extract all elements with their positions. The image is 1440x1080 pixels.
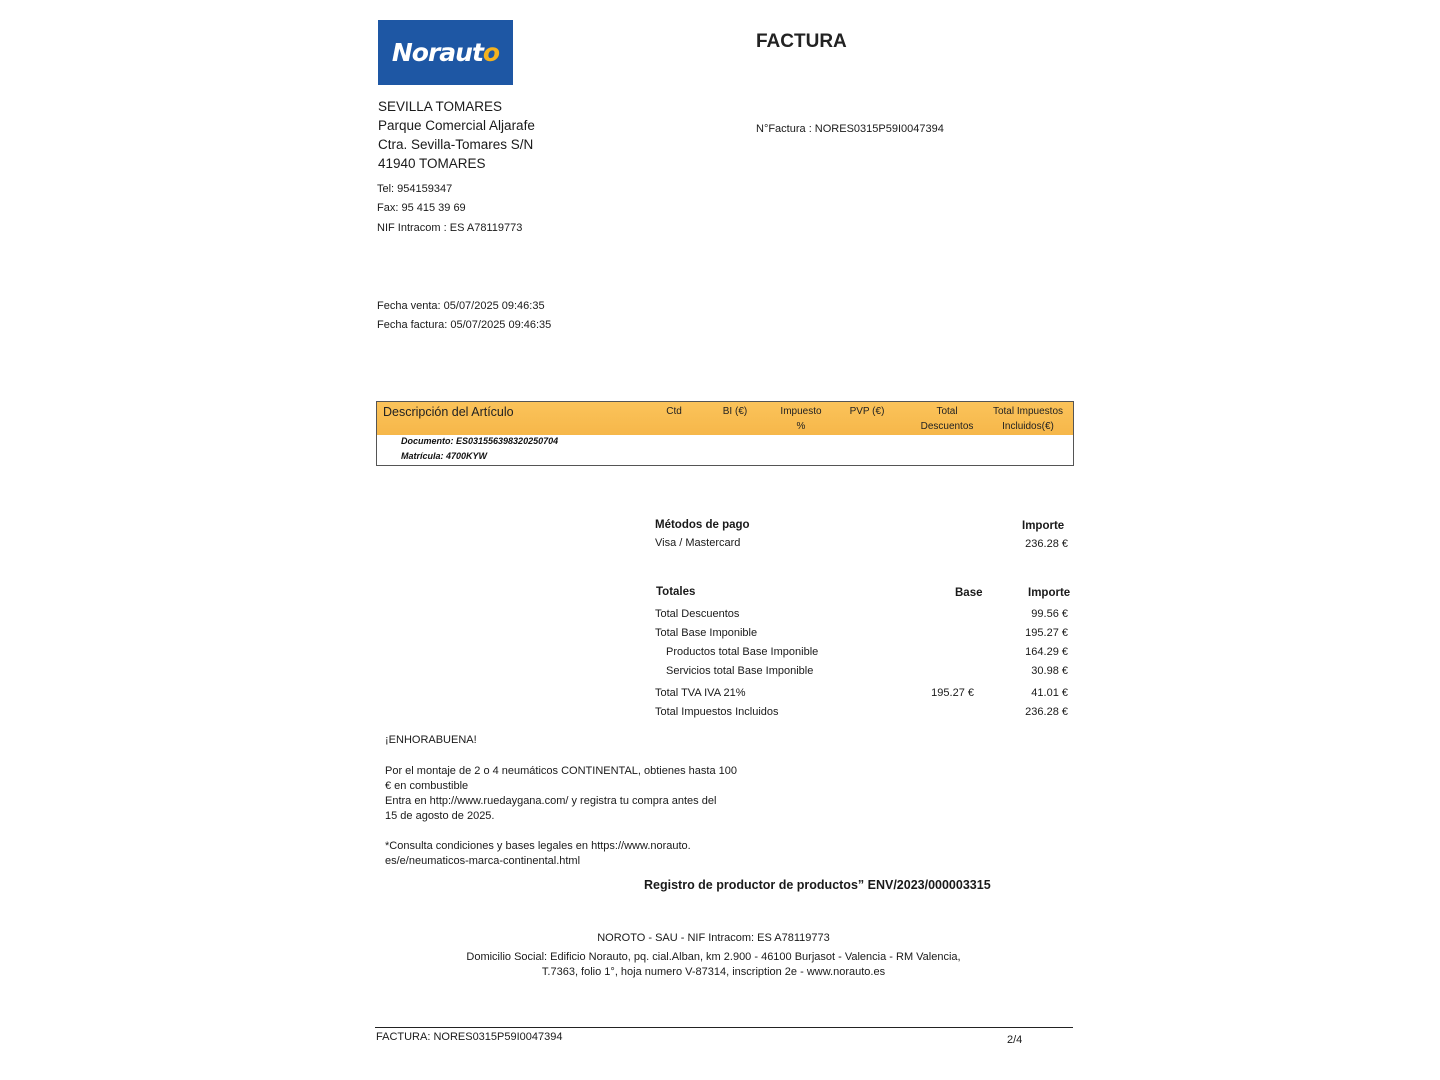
license-plate: Matrícula: 4700KYW: [401, 451, 488, 461]
promo-title: ¡ENHORABUENA!: [385, 734, 477, 746]
totals-base-header: Base: [955, 587, 983, 599]
payment-method: Visa / Mastercard: [655, 537, 741, 549]
footer-page-number: 2/4: [1007, 1034, 1023, 1046]
store-address-line1: Parque Comercial Aljarafe: [378, 118, 535, 133]
document-title: FACTURA: [756, 31, 847, 52]
products-base-label: Productos total Base Imponible: [666, 646, 819, 658]
document-ref: Documento: ES031556398320250704: [401, 436, 559, 446]
vat-label: Total TVA IVA 21%: [655, 687, 746, 699]
store-nif: NIF Intracom : ES A78119773: [377, 222, 523, 234]
col-pvp: PVP (€): [849, 406, 885, 417]
sale-date: Fecha venta: 05/07/2025 09:46:35: [377, 300, 545, 312]
total-discounts-label: Total Descuentos: [655, 608, 740, 620]
services-base-label: Servicios total Base Imponible: [666, 665, 814, 677]
payment-amount: 236.28 €: [1025, 538, 1068, 550]
totals-amount-header: Importe: [1028, 587, 1071, 599]
col-total-taxes-line1: Total Impuestos: [992, 406, 1064, 417]
promo-line6: es/e/neumaticos-marca-continental.html: [385, 855, 581, 867]
total-taxable-base-value: 195.27 €: [1025, 627, 1068, 639]
logo-text: Norauto: [391, 38, 500, 67]
col-total-discounts-line2: Descuentos: [920, 421, 974, 432]
company-line3: T.7363, folio 1°, hoja numero V-87314, inscription 2e - www.norauto.es: [541, 966, 886, 978]
total-taxable-base-label: Total Base Imponible: [655, 627, 758, 639]
col-description: Descripción del Artículo: [383, 405, 514, 419]
footer-divider: [375, 1027, 1073, 1028]
col-tax-line1: Impuesto: [780, 406, 822, 417]
col-total-taxes: [985, 404, 1071, 434]
col-bi: BI (€): [722, 406, 748, 417]
company-line1: NOROTO - SAU - NIF Intracom: ES A78119773: [597, 932, 830, 944]
norauto-logo: [378, 20, 513, 85]
promo-line5: *Consulta condiciones y bases legales en https://www.norauto.: [385, 840, 691, 852]
col-total-discounts: [913, 404, 981, 434]
payment-amount-header: Importe: [1022, 520, 1065, 532]
total-taxes-label: Total Impuestos Incluidos: [655, 706, 779, 718]
article-table: [376, 401, 1074, 466]
invoice-date: Fecha factura: 05/07/2025 09:46:35: [377, 319, 552, 331]
services-base-value: 30.98 €: [1031, 665, 1068, 677]
col-tax-line2: %: [796, 421, 806, 432]
store-name: SEVILLA TOMARES: [378, 99, 503, 114]
store-address-line3: 41940 TOMARES: [378, 156, 486, 171]
article-table-header: [377, 402, 1073, 435]
promo-line2: € en combustible: [385, 780, 469, 792]
col-total-discounts-line1: Total: [936, 406, 958, 417]
total-discounts-value: 99.56 €: [1031, 608, 1068, 620]
payment-methods-title: Métodos de pago: [655, 519, 750, 531]
company-line2: Domicilio Social: Edificio Norauto, pq. cial.Alban, km 2.900 - 46100 Burjasot - Valencia - RM Valencia,: [466, 951, 961, 963]
col-tax: [769, 404, 833, 434]
total-taxes-value: 236.28 €: [1025, 706, 1068, 718]
vat-base: 195.27 €: [931, 687, 974, 699]
invoice-number: N°Factura : NORES0315P59I0047394: [756, 123, 944, 135]
producer-registry: Registro de productor de productos” ENV/2023/000003315: [644, 878, 991, 892]
store-fax: Fax: 95 415 39 69: [377, 202, 466, 214]
col-total-taxes-line2: Incluidos(€): [1002, 421, 1054, 432]
promo-line3: Entra en http://www.ruedaygana.com/ y registra tu compra antes del: [385, 795, 717, 807]
products-base-value: 164.29 €: [1025, 646, 1068, 658]
store-address-line2: Ctra. Sevilla-Tomares S/N: [378, 137, 534, 152]
vat-value: 41.01 €: [1031, 687, 1068, 699]
promo-line1: Por el montaje de 2 o 4 neumáticos CONTINENTAL, obtienes hasta 100: [385, 765, 737, 777]
promo-line4: 15 de agosto de 2025.: [385, 810, 495, 822]
footer-invoice-number: FACTURA: NORES0315P59I0047394: [376, 1031, 563, 1043]
store-tel: Tel: 954159347: [377, 183, 453, 195]
totals-title: Totales: [656, 586, 696, 598]
col-quantity: Ctd: [666, 406, 682, 417]
